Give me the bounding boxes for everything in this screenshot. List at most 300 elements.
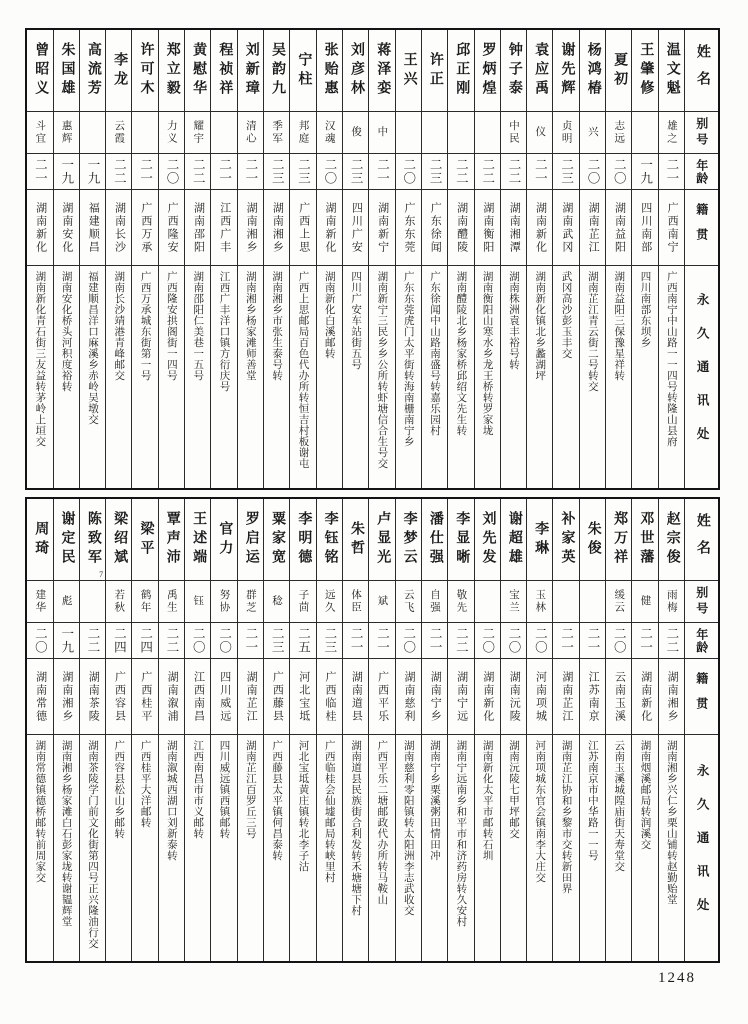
person-name: 王兴: [396, 30, 421, 112]
person-native-place: 湖南新化: [317, 190, 342, 266]
person-name: 曾昭义: [27, 30, 52, 112]
person-address: 广西平乐二塘邮政代办所转马鞍山: [376, 740, 388, 905]
person-name: 夏初: [606, 30, 631, 112]
header-native-place: 籍贯: [685, 190, 718, 266]
person-age: 二一: [580, 623, 605, 659]
person-alias: 努协: [211, 581, 236, 623]
person-native-place: 湖南芷江: [580, 190, 605, 266]
person-name: 刘先发: [475, 499, 500, 581]
person-alias: 自强: [422, 581, 447, 623]
person-alias: 贞明: [553, 112, 578, 154]
person-column: [658, 30, 684, 488]
person-native-place: 广西桂平: [132, 659, 157, 735]
person-name: 蒋泽娈: [369, 30, 394, 112]
person-column: [579, 499, 605, 961]
person-native-place: 河南项城: [527, 659, 552, 735]
person-name: 谢先辉: [553, 30, 578, 112]
person-address: 云南玉溪城隍庙街天寿堂交: [613, 740, 625, 872]
person-age: 二一: [27, 154, 52, 190]
person-age: 二〇: [185, 623, 210, 659]
person-column: [631, 30, 657, 488]
person-age: 二一: [369, 623, 394, 659]
person-native-place: 广西平乐: [369, 659, 394, 735]
person-alias: [422, 112, 447, 154]
person-address: 四川广安车站街五号: [350, 271, 362, 370]
person-native-place: 湖南长沙: [106, 190, 131, 266]
person-address: 湖南常德镇德桥邮转前周家交: [34, 740, 46, 883]
person-address: 湖南株洲袁丰裕号转: [507, 271, 519, 370]
person-name: 杨鸿椿: [580, 30, 605, 112]
person-column: [184, 499, 210, 961]
person-column: [552, 30, 578, 488]
person-alias: 仪: [527, 112, 552, 154]
person-address: 广西万承城东街第一号: [139, 271, 151, 381]
person-column: [316, 499, 342, 961]
person-age: 二〇: [211, 623, 236, 659]
person-alias: 雄之: [659, 112, 684, 154]
person-native-place: 广西临桂: [317, 659, 342, 735]
person-address: 湖南茶陵学门前文化街第四号正兴隆油行交: [86, 740, 98, 949]
person-address: 湖南新化青石街三友益转茅岭上垣交: [34, 271, 46, 447]
person-age: 二一: [132, 154, 157, 190]
person-age: 二一: [527, 154, 552, 190]
person-address: 广西藤县太平镇何昌泰转: [271, 740, 283, 861]
person-name: 李琳: [527, 499, 552, 581]
person-alias: 彪: [54, 581, 79, 623]
person-native-place: 湖南湘潭: [501, 190, 526, 266]
person-column: [79, 30, 105, 488]
person-native-place: 湖南湘乡: [659, 659, 684, 735]
person-native-place: 湖南湘乡: [54, 659, 79, 735]
person-name: 黄慰华: [185, 30, 210, 112]
person-native-place: 湖南溆浦: [159, 659, 184, 735]
person-address: 湖南醴陵北乡杨家桥邱绍文先生转: [455, 271, 467, 436]
person-name: 温文魁: [659, 30, 684, 112]
person-address: 广东徐闻中山路南盛号转嘉乐园村: [429, 271, 441, 436]
person-address: 广西南宁中山路一一四号转隆山县府: [665, 271, 677, 447]
person-column: [263, 30, 289, 488]
header-native-place: 籍贯: [685, 659, 718, 735]
person-name: 赵宗俊: [659, 499, 684, 581]
person-alias: 禹生: [159, 581, 184, 623]
person-address: 武冈高沙彭玉丰交: [560, 271, 572, 359]
person-native-place: 广西上思: [290, 190, 315, 266]
person-age: 二二: [448, 623, 473, 659]
person-alias: 斗宜: [27, 112, 52, 154]
person-alias: 邦庭: [290, 112, 315, 154]
person-native-place: 广西隆安: [159, 190, 184, 266]
person-name: 程祯祥: [211, 30, 236, 112]
person-address: 湖南湘乡兴仁乡栗山铺转赵勤贻堂: [665, 740, 677, 905]
person-native-place: 湖南新化: [475, 659, 500, 735]
person-name: 刘新璋: [238, 30, 263, 112]
person-alias: [80, 581, 105, 623]
person-native-place: 湖南邵阳: [185, 190, 210, 266]
person-alias: 汉魂: [317, 112, 342, 154]
person-alias: 云霞: [106, 112, 131, 154]
person-native-place: 江西广丰: [211, 190, 236, 266]
person-name: 补家英: [553, 499, 578, 581]
person-native-place: 湖南新化: [632, 659, 657, 735]
person-age: 二〇: [475, 623, 500, 659]
person-address: 河南项城东官会镇南李大庄交: [534, 740, 546, 883]
person-age: 二二: [106, 154, 131, 190]
person-address: 湖南安化桥头河积度裕转: [60, 271, 72, 392]
person-name: 罗启运: [238, 499, 263, 581]
person-column: [447, 499, 473, 961]
person-address: 广西上思邮局百色代办所转恒吉村板谢屯: [297, 271, 309, 469]
person-name: 郑万祥: [606, 499, 631, 581]
person-column: [263, 499, 289, 961]
person-name: 覃声沛: [159, 499, 184, 581]
person-age: 二二: [475, 154, 500, 190]
person-name: 谢定民: [54, 499, 79, 581]
header-alias: 别号: [685, 112, 718, 154]
person-alias: 中: [369, 112, 394, 154]
person-address: 四川威远镇西镇邮转: [218, 740, 230, 839]
person-address: 广西临桂会仙墟邮局转峡里村: [323, 740, 335, 883]
person-age: 二〇: [527, 623, 552, 659]
person-alias: 稔: [264, 581, 289, 623]
person-column: [289, 499, 315, 961]
person-name: 粟家宽: [264, 499, 289, 581]
person-column: [316, 30, 342, 488]
person-native-place: 湖南芷江: [238, 659, 263, 735]
person-alias: 季军: [264, 112, 289, 154]
person-address: 湖南芷江百罗丘三号: [244, 740, 256, 839]
person-name: 吴韵九: [264, 30, 289, 112]
person-column: [368, 499, 394, 961]
header-name: 姓名: [685, 30, 718, 112]
person-native-place: 云南玉溪: [606, 659, 631, 735]
person-name: 李明德: [290, 499, 315, 581]
person-address: 湖南湘乡杨家滩白石彭家垅转谢韫辉堂: [60, 740, 72, 927]
person-column: [53, 30, 79, 488]
person-alias: 建华: [27, 581, 52, 623]
person-native-place: 四川广安: [343, 190, 368, 266]
person-column: [237, 499, 263, 961]
person-alias: [132, 112, 157, 154]
person-name: 郑立毅: [159, 30, 184, 112]
person-native-place: 湖南武冈: [553, 190, 578, 266]
person-alias: 宝兰: [501, 581, 526, 623]
person-age: 二〇: [27, 623, 52, 659]
person-address: 湖南沅陵七甲坪邮交: [507, 740, 519, 839]
person-alias: 雨梅: [659, 581, 684, 623]
person-alias: 云飞: [396, 581, 421, 623]
person-native-place: 湖南新化: [27, 190, 52, 266]
person-alias: 清心: [238, 112, 263, 154]
person-native-place: 河北宝坻: [290, 659, 315, 735]
person-column: [289, 30, 315, 488]
person-age: 二一: [422, 623, 447, 659]
person-name: 王肇修: [632, 30, 657, 112]
person-alias: [448, 112, 473, 154]
person-alias: [553, 581, 578, 623]
person-native-place: 湖南益阳: [606, 190, 631, 266]
person-age: 二三: [264, 154, 289, 190]
person-alias: [80, 112, 105, 154]
person-column: [158, 499, 184, 961]
person-column: [474, 30, 500, 488]
person-name: 梁绍斌: [106, 499, 131, 581]
person-name: 邱正刚: [448, 30, 473, 112]
person-address: 湖南邵阳仁美巷一五号: [192, 271, 204, 381]
person-column: [210, 499, 236, 961]
person-column: [526, 30, 552, 488]
person-name: 官力: [211, 499, 236, 581]
person-column: [368, 30, 394, 488]
person-alias: 惠辉: [54, 112, 79, 154]
person-alias: 斌: [369, 581, 394, 623]
person-name: 许正: [422, 30, 447, 112]
person-age: 二三: [264, 623, 289, 659]
person-native-place: 江苏南京: [580, 659, 605, 735]
person-alias: 俊: [343, 112, 368, 154]
person-alias: 钰: [185, 581, 210, 623]
person-age: 二四: [132, 623, 157, 659]
person-native-place: 广西容县: [106, 659, 131, 735]
person-age: 二一: [238, 623, 263, 659]
person-age: 二一: [343, 623, 368, 659]
person-age: 二三: [422, 154, 447, 190]
person-name: 卢显光: [369, 499, 394, 581]
person-address: 湖南芷江青云街二号转交: [586, 271, 598, 392]
person-native-place: 广东东莞: [396, 190, 421, 266]
person-alias: 耀宇: [185, 112, 210, 154]
person-column: [210, 30, 236, 488]
person-name: 朱俊: [580, 499, 605, 581]
directory-table-bottom: [25, 497, 720, 963]
person-age: 一九: [632, 154, 657, 190]
person-address: 湖南烟溪邮局转润溪交: [639, 740, 651, 850]
person-age: 二二: [659, 623, 684, 659]
page-number: 1248: [658, 970, 696, 986]
person-native-place: 湖南湘乡: [238, 190, 263, 266]
person-name: 邓世藩: [632, 499, 657, 581]
person-address: 湖南益阳三保豫星祥转: [613, 271, 625, 381]
person-age: 二〇: [317, 154, 342, 190]
person-age: 一九: [54, 154, 79, 190]
person-native-place: 湖南宁乡: [422, 659, 447, 735]
person-column: [552, 499, 578, 961]
person-native-place: 江西南昌: [185, 659, 210, 735]
person-address: 湖南慈利零阳镇转太阳洲李志武收交: [402, 740, 414, 916]
person-column: [605, 499, 631, 961]
person-name: 钟子泰: [501, 30, 526, 112]
person-native-place: 四川南部: [632, 190, 657, 266]
person-alias: [475, 112, 500, 154]
person-column: [158, 30, 184, 488]
person-native-place: 湖南安化: [54, 190, 79, 266]
person-age: 二三: [553, 154, 578, 190]
row-header-column: [684, 30, 718, 488]
person-address: 江西南昌市市义邮转: [192, 740, 204, 839]
header-name: 姓名: [685, 499, 718, 581]
person-native-place: 广西万承: [132, 190, 157, 266]
person-name: 高流芳: [80, 30, 105, 112]
person-age: 二三: [290, 154, 315, 190]
person-alias: 体臣: [343, 581, 368, 623]
person-native-place: 湖南衡阳: [475, 190, 500, 266]
person-native-place: 湖南醴陵: [448, 190, 473, 266]
person-address: 湖南芷江协和乡黎市交转新田界: [560, 740, 572, 894]
person-alias: 鹤年: [132, 581, 157, 623]
person-native-place: 湖南道县: [343, 659, 368, 735]
person-age: 二三: [343, 154, 368, 190]
person-name: 梁平: [132, 499, 157, 581]
person-address: 四川南部东坝乡: [639, 271, 651, 348]
person-address: 湖南新化镇北乡蠡湖坪: [534, 271, 546, 381]
header-alias: 别号: [685, 581, 718, 623]
person-alias: 若秋: [106, 581, 131, 623]
person-name: 陈致军 7: [80, 499, 105, 581]
header-age: 年龄: [685, 623, 718, 659]
person-age: 一九: [80, 154, 105, 190]
person-name: 李显晰: [448, 499, 473, 581]
person-column: [526, 499, 552, 961]
person-native-place: 福建顺昌: [80, 190, 105, 266]
person-alias: [580, 581, 605, 623]
person-name: 罗炳煌: [475, 30, 500, 112]
person-column: [27, 30, 52, 488]
person-native-place: 广西藤县: [264, 659, 289, 735]
person-address: 湖南湘乡杨家滩师善堂: [244, 271, 256, 381]
person-column: [395, 499, 421, 961]
header-age: 年龄: [685, 154, 718, 190]
person-native-place: 湖南慈利: [396, 659, 421, 735]
person-column: [500, 30, 526, 488]
person-column: [342, 499, 368, 961]
person-column: [605, 30, 631, 488]
person-alias: [396, 112, 421, 154]
person-address: 福建顺昌洋口麻溪乡赤岭吴墩交: [86, 271, 98, 425]
person-name: 刘彦林: [343, 30, 368, 112]
person-native-place: 湖南新宁: [369, 190, 394, 266]
person-native-place: 广西南宁: [659, 190, 684, 266]
person-name: 李钰铭: [317, 499, 342, 581]
person-name: 谢超雄: [501, 499, 526, 581]
person-native-place: 广东徐闻: [422, 190, 447, 266]
person-native-place: 湖南茶陵: [80, 659, 105, 735]
person-address: 广西容县松山乡邮转: [113, 740, 125, 839]
person-address: 湖南新宁三民乡乡公所转虾塘信合生号交: [376, 271, 388, 469]
person-age: 二〇: [606, 623, 631, 659]
person-alias: 志远: [606, 112, 631, 154]
person-age: 二〇: [580, 154, 605, 190]
person-native-place: 湖南沅陵: [501, 659, 526, 735]
person-address: 广东东莞虎门太平街转海南栅南宁乡: [402, 271, 414, 447]
person-name: 李梦云: [396, 499, 421, 581]
header-address: 永久通讯处: [695, 293, 710, 461]
person-address: 河北宝坻黄庄镇转北李子沽: [297, 740, 309, 872]
person-column: [474, 499, 500, 961]
person-age: 一九: [54, 623, 79, 659]
person-column: [27, 499, 52, 961]
person-column: [421, 30, 447, 488]
person-address: 湖南衡阳山寒水乡龙王桥转罗家垅: [481, 271, 493, 436]
person-age: 二二: [501, 154, 526, 190]
person-native-place: 湖南新化: [527, 190, 552, 266]
row-header-column: [684, 499, 718, 961]
person-address: 湖南新化太平市邮转石圳: [481, 740, 493, 861]
person-column: [131, 30, 157, 488]
person-native-place: 湖南湘乡: [264, 190, 289, 266]
person-age: 二〇: [501, 623, 526, 659]
person-alias: 子茴: [290, 581, 315, 623]
person-age: 二二: [80, 623, 105, 659]
person-alias: [632, 112, 657, 154]
person-age: 二一: [632, 623, 657, 659]
person-column: [579, 30, 605, 488]
person-alias: 群芝: [238, 581, 263, 623]
person-alias: 中民: [501, 112, 526, 154]
person-alias: 缓云: [606, 581, 631, 623]
person-age: 二一: [553, 623, 578, 659]
person-age: 二〇: [606, 154, 631, 190]
table-grid: [27, 30, 718, 488]
person-column: [105, 30, 131, 488]
person-age: 二一: [659, 154, 684, 190]
person-column: [237, 30, 263, 488]
person-column: [500, 499, 526, 961]
person-age: 二二: [185, 154, 210, 190]
person-address: 湖南长沙靖港青峰邮交: [113, 271, 125, 381]
person-alias: 力义: [159, 112, 184, 154]
person-age: 二〇: [396, 154, 421, 190]
person-age: 二五: [290, 623, 315, 659]
person-column: [658, 499, 684, 961]
person-age: 二二: [159, 623, 184, 659]
person-age: 二一: [211, 154, 236, 190]
person-age: 二四: [106, 623, 131, 659]
person-alias: 兴: [580, 112, 605, 154]
person-column: [131, 499, 157, 961]
person-column: [184, 30, 210, 488]
person-name: 宁柱: [290, 30, 315, 112]
person-address: 湖南湘乡市张生泰号转: [271, 271, 283, 381]
person-name: 张贻惠: [317, 30, 342, 112]
person-address: 湖南道县民族街合利发转禾塘塘下村: [350, 740, 362, 916]
person-column: [53, 499, 79, 961]
person-address: 湖南宁乡栗溪粥田情田冲: [429, 740, 441, 861]
person-age: 二〇: [396, 623, 421, 659]
person-alias: 健: [632, 581, 657, 623]
person-column: [421, 499, 447, 961]
header-address: 永久通讯处: [695, 764, 710, 932]
person-native-place: 湖南常德: [27, 659, 52, 735]
person-name: 袁应禹: [527, 30, 552, 112]
person-address: 江苏南京市中华路一一号: [586, 740, 598, 861]
person-alias: 敬先: [448, 581, 473, 623]
person-age: 二一: [369, 154, 394, 190]
table-grid: [27, 499, 718, 961]
person-column: [342, 30, 368, 488]
person-alias: [211, 112, 236, 154]
person-native-place: 湖南芷江: [553, 659, 578, 735]
person-address: 湖南新化白溪邮转: [323, 271, 335, 359]
person-age: 二一: [238, 154, 263, 190]
person-note: 7: [99, 570, 104, 579]
person-address: 湖南溆城西湖口刘新泰转: [165, 740, 177, 861]
person-age: 二三: [317, 623, 342, 659]
person-name: 朱国雄: [54, 30, 79, 112]
person-name: 王述端: [185, 499, 210, 581]
person-alias: [475, 581, 500, 623]
person-age: 二〇: [159, 154, 184, 190]
person-age: 二二: [448, 154, 473, 190]
person-address: 湖南宁远南乡和平市和济药房转久安村: [455, 740, 467, 927]
